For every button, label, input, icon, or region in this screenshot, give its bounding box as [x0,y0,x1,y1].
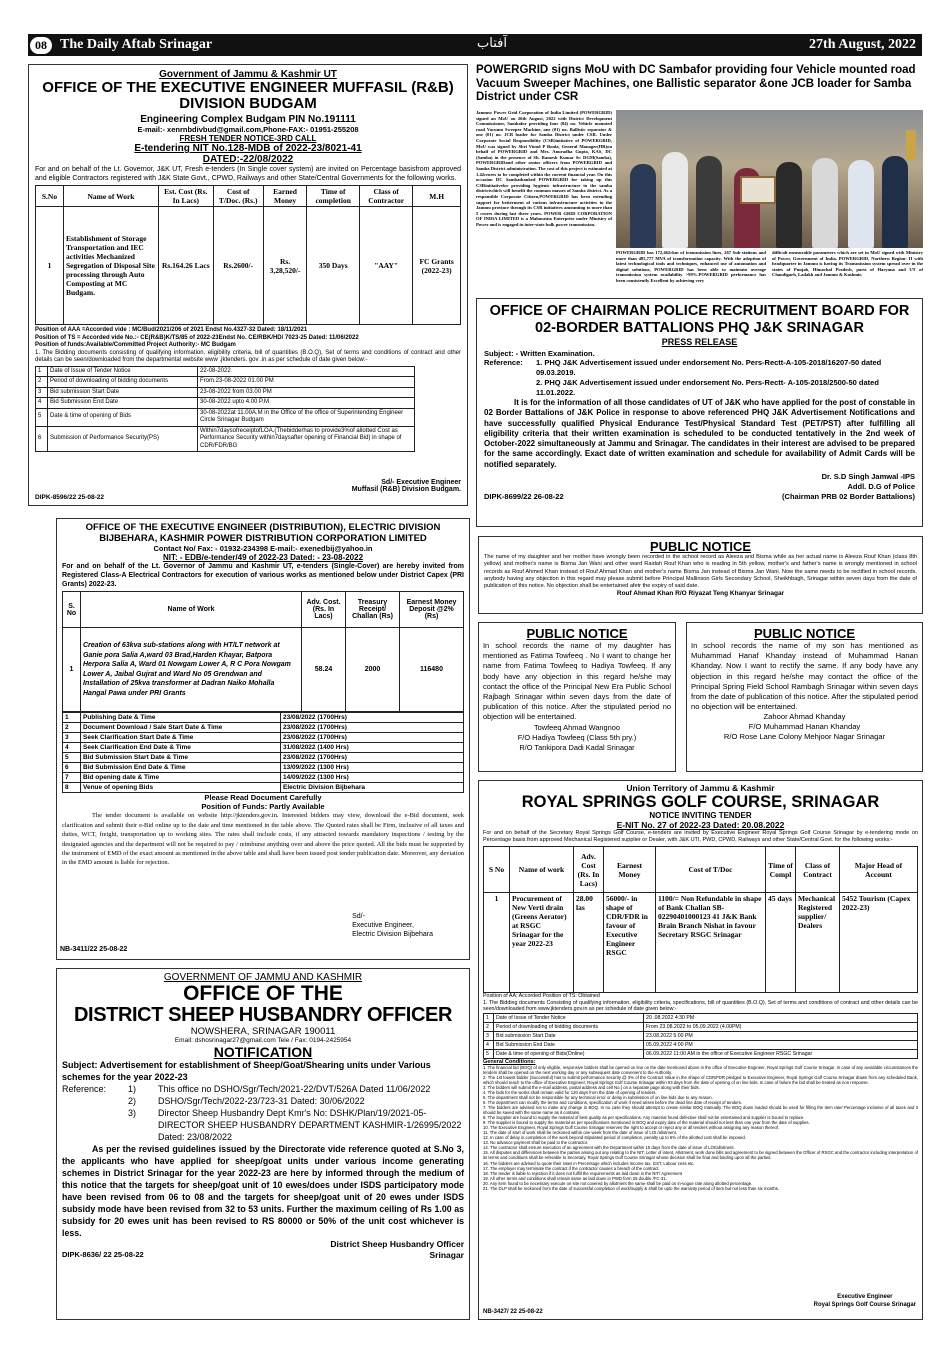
golf-condition-item: 18. The tender is liable to rejection if it does not fulfill the requirements as laid down in the NIT/ Agreement [483,1170,683,1176]
golf-condition-item: 2. The 1st lowest bidder (Successful) has to submit performance security @ 3% of the Contract Value in the shape of CDR/FDR pledged to Executive Engineer, Royal Springs Golf Course Srinagar drawn from any scheduled Bank, which should reach to the office of Executive Engineer, Royal Springs Golf Course Srinagar within 03 days from the date of opening of on line bids. In case of failure the bid shall be treated as non response. [483,1074,918,1085]
rnb-dipk: DIPK-8596/22 25-08-22 [35,494,105,501]
rnb-th: Class of Contractor [359,186,412,207]
golf-condition-item: 20. Any item found to be necessary execute on site not covered by allotment the same shall be paid on in-vogue rate along allotted percentage. [483,1180,753,1186]
golf-signature [814,1293,916,1309]
golf-condition-item: 6. The department can modify the terms and conditions, specification of work if need arises before the dead line date of receipt of tenders. [483,1099,743,1105]
rnb-sch: Date & time of opening of Bids [48,408,198,426]
rnb-pos-aaa: Position of AAA =Accorded vide : MC/Bud/2021/206 of 2021 Endst No.4327-32 Dated: 18/11/2021 [35,327,308,334]
pdd-sign2: Electric Division Bijbehara [352,931,433,938]
pdd-sch: 2 [63,723,81,733]
pdd-sch: Publishing Date & Time [81,713,281,723]
pdd-contact: Contact No/ Fax: - 01932-234398 E-mail:- exenedbij@yahoo.in [153,544,373,553]
pdd-sch: 5 [63,753,81,763]
sheep-ref3: Director Sheep Husbandry Dept Kmr's No: DSHK/Plan/19/2021-05- DIRECTOR SHEEP HUSBANDRY DEPARTMENT KASHMIR-1/26995/2022 Dated: 23/08/2022 [158,1108,462,1142]
golf-bidding: 1. The Bidding documents Consisting of qualifying information, eligibility criteria, specifications, bill of quantities (B.O.Q), Set of terms and conditions of contract and other details can be seen/downloaded from www.jktenders.gov.in as per schedule of date given below:- [483,999,918,1013]
sheep-notification: NOTIFICATION [213,1044,313,1060]
police-sign3: (Chairman PRB 02 Border Battalions) [782,492,915,502]
police-body: It is for the information of all those candidates of UT of J&K who have applied for the post of constable in 02 Border Battalions of J&K Police in response to above referenced PHQ J&K Advertisement Notifications and have successfully qualified Physical Endurance Test/Physical Standard Test (PET/PST) after fulfilling all eligibility criteria that their written examination is scheduled to be conducted tentatively in the 2nd week of October-2022 simultaneously at Jammu and Srinagar. The candidates in their interest are advised to be prepared for the same accordingly. Exact date of written examination and schedule for availability of Admit Cards will be notified separately. [484,398,915,469]
golf-nit: E-NIT No. 27 of 2022-23 Dated: 20.08.2022 [616,820,785,830]
rnb-dated: DATED:-22/08/2022 [202,154,294,165]
sheep-references [62,1083,464,1143]
rnb-govt: Government of Jammu & Kashmir UT [159,69,337,80]
sheep-email: Email: dshosrinagar27@gmail.com Tele / Fax: 0194-2425954 [174,1037,352,1044]
rnb-sch: From.23-08-2022 01.00 PM [198,377,415,388]
golf-condition-item: 7. The bidders are advised not to make any change in BOQ. In no case they should attempt to create similar BOQ manually. The BOQ down loaded should be used for filling the item rate/ Percentage inclusive of all taxes and it should be saved with the same name as it contains. [483,1104,918,1116]
pn-right-title: PUBLIC NOTICE [753,626,856,641]
rnb-cell: Establishment of Storage Transportation and IEC activities Mechanized Segregation of Disposal Site processing through Auto Composting at MC Budgam. [64,207,159,325]
pdd-cell: 1 [63,628,81,712]
person-figure [882,156,908,248]
rnb-cell: FC Grants (2022-23) [413,207,461,325]
police-ref-label: Reference: [484,358,523,367]
pn-top-title: PUBLIC NOTICE [649,539,752,554]
pdd-sch: Venue of opening Bids [81,783,281,793]
police-footer [484,492,915,501]
golf-condition-item: 1. The financial bid (BOQ) of only eligible, responsive bidders shall be opened on line on the date mentioned above in the office of Executive Engineer, Royal Springs Golf Course Srinagar. In case of any avoidable circumstances the tenders shall be opened on the next working day or any subsequent date convenient to the Authority. [483,1064,918,1075]
rnb-sch: 5 [36,408,48,426]
pdd-sch: 4 [63,743,81,753]
golf-cell: Procurement of New Verti drain (Greens Aerator) at RSGC Srinagar for the year 2022-23 [510,893,574,993]
public-notice-khanday [686,622,923,772]
golf-sch: 06.09.2022 11:00 AM in the office of Executive Engineer RSGC Srinagar [644,1049,918,1058]
golf-condition-item: 12. In case of delay in completion of the work beyond stipulated period of completion, penalty up to 5% of the allotted cost shall be imposed. [483,1135,746,1141]
person-figure [848,160,874,248]
golf-title: ROYAL SPRINGS GOLF COURSE, SRINAGAR [521,793,880,811]
rnb-th: M.H [413,186,461,207]
pdd-intro: For and on behalf of the Lt. Governor of Jammu and Kashmir UT, e-tenders (Single-Cover) are hereby invited from Registered Class-A Electrical Contractors for execution of various works as mentioned below under District Capex (PRI Grants) 2022-23. [62,563,464,589]
sheep-body: As per the revised guidelines issued by the Directorate vide reference quoted at S.No 3, the applicants who have applied for sheep/goat units under various income generating schemes in District Srinagar for the year 2022-23 are here by informed through the medium of this notice that the targets for sheep/goat unit of 10 ewes/does under ISDS participatory mode have been revised from 06 to 08 and the targets for sheep/goat unit of 20 ewes under ISDS subsidy mode have been revised from 32 to 53 units. Further the maximum ceiling of Rs 1.00 as subsidy for 20 ewes unit has been revised to RS 80000 or 50% of the unit cost whichever is less. [62,1144,464,1238]
golf-condition-item: 4. The bids for the works shall remain valid for 120 days from the date of opening of tenders. [483,1089,657,1095]
golf-cell: 1 [484,893,510,993]
rnb-bidding: 1. The Bidding documents consisting of qualifying information, eligibility criteria, bill of quantities (B.O.Q), Set of terms and conditions of contract and other details can be seen/downloaded from the departmental website www .jktenders. gov .in as per schedule of date given below:- [35,349,461,364]
pn-right-sign2: F/O Muhammad Hanan Khanday [748,722,861,732]
public-notice-towfeeq [478,622,676,772]
pn-left-sign2: F/O Hadiya Towfeeq (Class 5th pry.) [517,732,637,742]
golf-sch: Period of downloading of bidding documents [494,1022,644,1031]
sheep-ref-no: 3) [128,1108,137,1118]
powergrid-col2: POWERGRID has 172,462ckm of transmission lines, 267 Sub-stations and more than 485,777 MVA of transformation capacity. With the adoption of latest technological tools and techniques, enhanced use of automation and digital solutions, POWERGRID has been able to maintain average transmission system availability >99%.POWERGRID performance has been consistently Excellent by achieving very [616,250,766,283]
pdd-work-table [62,591,464,712]
police-release: PRESS RELEASE [661,337,738,347]
pdd-sch: Bid Submission End Date & Time [81,763,281,773]
pdd-sch: 3 [63,733,81,743]
sheep-sign1: District Sheep Husbandry Officer [330,1239,464,1249]
golf-ut: Union Territory of Jammu & Kashmir [626,783,775,793]
golf-conditions-list [483,1065,918,1191]
powergrid-headline: POWERGRID signs MoU with DC Sambafor providing four Vehicle mounted road Vacuum Sweeper Machines, one Ballistic separator &one JCB loader for Samba District under CSR [476,64,916,103]
golf-work-table [483,846,918,993]
golf-sch: Bid Submission End Date [494,1040,644,1049]
sheep-office1: OFFICE OF THE [183,982,343,1005]
sheep-ref-no: 2) [128,1096,137,1106]
rnb-pos-ts: Position of TS = Accorded vide No.:- CE(R&B)K/TS/85 of 2022-23Endst No. CE/RBK/HD/ 7023-25 Dated: 11/06/2022 [35,334,359,341]
rnb-th: Cost of T/Doc. (Rs.) [213,186,263,207]
police-press-release [476,298,923,527]
police-ref1: 1. PHQ J&K Advertisement issued under endorsement No. Pers-Rectt-A-105-2018/16207-50 dated 09.03.2019. [536,358,882,377]
rnb-th: Est. Cost (Rs. In Lacs) [159,186,214,207]
rnb-th: Earned Money [263,186,307,207]
pdd-adv-cell: 58.24 [302,628,346,712]
person-figure [812,158,838,248]
golf-condition-item: 5. The department shall not be responsible for any technical error or delay in submission of on line bids due to any reason. [483,1094,713,1100]
police-signature [484,472,915,492]
pdd-th: Earnest Money Deposit @2% (Rs) [400,592,464,628]
pn-right-sign3: R/O Rose Lane Colony Mehjoor Nagar Srinagar [723,732,886,742]
rnb-schedule-table [35,366,415,453]
golf-sch: 20 .08.2022 4:30 PM [644,1013,918,1022]
rnb-sch: Date of Issue of Tender Notice [48,366,198,377]
pn-left-sign3: R/O Tankipora Dadi Kadal Srinagar [519,742,635,752]
pdd-th: S. No [63,592,81,628]
golf-cell: 28.00 las [574,893,604,993]
powergrid-col3: difficult measurable parameters which are set in MoU signed with Ministry of Power, Government of India. POWERGRID, Northern Region- II with headquarter in Jammu is having its Transmission system spread over in the states of Punjab, Himachal Pradesh, parts of Haryana and UT of Chandigarh, Ladakh and Jammu & Kashmir. [772,250,923,278]
pdd-th: Treasury Receipt/ Challan (Rs) [346,592,400,628]
golf-th: Name of work [510,847,574,893]
sheep-husbandry-notification [56,968,470,1320]
golf-th: Time of Compl [766,847,796,893]
golf-cell: 56000/- in shape of CDR/FDR in favour of Executive Engineer RSGC [604,893,656,993]
pdd-sch: Electric Division Bijbehara [281,783,464,793]
sheep-office2: DISTRICT SHEEP HUSBANDRY OFFICER [74,1004,452,1026]
golf-condition-item: 9. The supplier is bound to supply the material as per specifications mentioned in BOQ and expiry date of the material should not less than one year from the date of supplies. [483,1120,810,1126]
sheep-footer [62,1250,464,1260]
pdd-work-cell: Creation of 63kva sub-stations along with HT/LT network at Ganie pora Salia A,ward 03 Brad,Harden Khayar, Batpora Herpora Salia A, Ward 01 Nowgam Lower A, R C Pora Nowgam Lower A, Jaibal Gujrat and Ward No 05 Grendwan and Installation of 25kva transformer at Dadran Naiko Mohalla Hangal Pawa under PRI Grants [81,628,302,712]
golf-sch: 1 [484,1013,494,1022]
rnb-sch: 23-08-2022 from 03.00 PM [198,387,415,398]
golf-sign2: Royal Springs Golf Course Srinagar [813,1302,916,1308]
powergrid-article [476,64,923,292]
police-sign2: Addl. D.G of Police [847,482,915,492]
rnb-cell: "AAY" [359,207,412,325]
person-figure [696,156,722,248]
sheep-ref1: This office no DSHO/Sgr/Tech/2021-22/DVT/526A Dated 11/06/2022 [158,1084,431,1094]
golf-sch: 3 [484,1031,494,1040]
golf-pos: Position of AA; Accorded Position of TS: Obtained [483,993,600,999]
person-figure [630,164,656,248]
golf-condition-item: 14. The contractor shall ensure execution of an agreement with the Department within 15 days from the date of issue of LOI/allotment. [483,1145,735,1151]
sheep-sign2: Srinagar [429,1250,464,1260]
golf-sch: 05.09.2022 4:00 PM [644,1040,918,1049]
paper-logo: آفتاب [477,36,507,51]
public-notice-khan [478,536,923,614]
golf-condition-item: 10. The Executive Engineer, Royal Springs Golf Course Srinagar reserves the right to accept or reject any or all tenders without assigning any reason thereof. [483,1125,780,1131]
golf-th: Class of Contract [796,847,840,893]
person-figure [662,152,688,248]
rnb-complex: Engineering Complex Budgam PIN No.191111 [140,114,356,125]
rnb-sch: 22-08-2022 [198,366,415,377]
rnb-sch: 30-08-2022 upto 4.00 P.M [198,398,415,409]
rnb-sch: 4 [36,398,48,409]
rnb-sch: 30-08-2022at 11.00A.M in the Office of the office of Superintending Engineer Circle Srinagar Budgam [198,408,415,426]
golf-notice: NOTICE INVITING TENDER [649,811,752,820]
pn-left-title: PUBLIC NOTICE [526,626,628,641]
pdd-challan-cell: 2000 [346,628,400,712]
golf-sch: 23.08.2022 5:00 PM [644,1031,918,1040]
police-sign1: Dr. S.D Singh Jamwal -IPS [821,472,915,482]
pn-left-sign1: Towfeeq Ahmad Wangnoo [533,722,620,732]
person-figure [776,162,802,248]
pdd-sch: 23/08/2022 (1700Hrs) [281,733,464,743]
sheep-govt: GOVERNMENT OF JAMMU AND KASHMIR [163,972,363,983]
pdd-sch: 23/08/2022 (1700Hrs) [281,753,464,763]
rnb-sch: Period of downloading of bidding documents [48,377,198,388]
pdd-sch: 31/08/2022 (1400 Hrs) [281,743,464,753]
photo-frame [740,176,776,204]
golf-condition-item: 21. The DLP shall be reckoned from the date of successful completion of work/supply & shall be upto the warranty period of item but not less than six months. [483,1185,780,1191]
golf-condition-item: 3. The bidders will submit the e-mail address, postal address and cell No.( on a separate page along with their bids. [483,1084,700,1090]
rnb-sch: Bid Submission End Date [48,398,198,409]
sheep-ref-label: Reference: [62,1084,107,1094]
pdd-sign1: Executive Engineer, [352,922,414,929]
pdd-sch: Document Download / Sale Start Date & Time [81,723,281,733]
golf-th: Cost of T/Doc [656,847,766,893]
golf-cell: 1100/= Non Refundable in shape of Bank Challan SB-02290401000123 41 J&K Bank Brain Branch Nishat in favour Secretary RSGC Srinagar [656,893,766,993]
sheep-signature [62,1239,464,1250]
pdd-sd: Sd/- [352,913,365,920]
pn-left-signature [483,723,671,753]
page-number: 08 [30,37,52,54]
rnb-cell: Rs. 3,28,520/- [263,207,307,325]
golf-condition-item: 11. The date of start of work shall be reckoned within one week from the date of issue of LOI /allotment. [483,1130,678,1136]
pn-top-sign: Rouf Ahmad Khan R/O Riyazat Teng Khanyar Srinagar [616,590,785,598]
pn-right-body: In school records the name of my son has mentioned as Muhammad Hanaf Khanday instead of Muhammad Hanan Khanday. Now I want to rectify the same. If any body have any objection in this regard he/she may contact the office of the Principal Spring Field School Rambagh Srinagar within seven days from the date of publication of this notice. After the stipulated period no objection will be entertained. [691,641,918,712]
police-references [484,358,915,398]
golf-condition-item: 19. All other terms and conditions shall remain same as laid down in PWD form 25 double /FC-31. [483,1175,667,1181]
golf-cell: 45 days [766,893,796,993]
golf-condition-item: 15. All disputes and differences between the parties arising out any relating to the NIT, Letter of intent, Allotment, work done bills and agreement to be signed between the Officer of RSGC and the contractor including interpretation of its terms and conditions shall be referable to Secretary, Royal Springs Golf Course Srinagar whose decision shall be final and binding upon all the parties. [483,1150,918,1161]
pdd-read: Please Read Document Carefully [204,793,322,803]
issue-date: 27th August, 2022 [809,37,916,52]
masthead [28,34,922,56]
pn-top-body: The name of my daughter and her mother have wrongly been recorded in the school record as Aleeza and Bisma while as her actual name is Aleeza Rouf Khan (class 8th yellow) and mother's name is Bisma Jan Wani and other ward Raidah Rouf Khan who is reading in 5th yellow, mother's and father's name is wrongly mentioned in school records as Rouf Ahmed Khan instead of Rouf Ahmad Khan and mother's name Bisma Jan instead of Bisma Jan Wani. Now the same needs to be rectified in school records. anybody having any objection in this regard may please submit before Principal Mallinson Girls Secondary School, Sheikhbagh, Srinagar within seven days from the date of publication of this notice. No objection shall be entertained afetr the expiry of said date. [484,554,917,590]
rnb-sch: 2 [36,377,48,388]
police-subject: Subject: - Written Examination. [484,349,595,358]
rnb-notice: FRESH TENDER NOTICE-3RD CALL [179,134,317,143]
golf-sign1: Executive Engineer [837,1294,893,1300]
rnb-sch: Within7daysofreceiptofLOA.(Thebidderhas to provide3%of allotted Cost as Performance Security within7daysafter opening of Financial Bid) in shape of CDR/FDR/BG [198,426,415,452]
rnb-cell: 350 Days [307,207,360,325]
powergrid-col1: Jammu: Power Grid Corporation of India Limited (POWERGRID) signed an MoU on 26th August, 2022 with District Development Commissioner, Sambafor providing four (04) no. Vehicle mounted road Vacuum Sweeper Machine, one (01) no. Ballistic separator & one (01) no. JCB loader for Samba District under CSR. Under Corporate Social Responsibility (CSR)initiative of POWERGRID, MoU was signed by Shri Vinod P Bonla, General Manager(HR)on behalf of POWERGRID and Mrs. Anuradha Gupta, KAS, DC (Samba) in the presence of Sh. Ramesh Kumar Sr. DGM(Samba), POWERGRIDand other senior officers from POWERGRID and Samba District administration. The cost of this project is estimated at 1.42crores to be completed within the current financial year. On this occasion DC Sambathanked POWERGRID for taking up this CSRinitiativefor providing hygienic infrastructure in the samba districtwhich will benefit the common masses of Samba district. As a responsible Corporate Citizen,POWERGRID has been extending support for betterment of various infrastructure activities in the Jammu province through its CSR initiatives amounting to more than 5 crores during last three years. POWER GRID CORPORATION OF INDIA LIMITED is a Maharatna Enterprise under Ministry of Power and is engaged in inter-state bulk power transmission. [476,110,612,227]
golf-cell: 5452 Tourism (Capex 2022-23) [840,893,918,993]
paper-name: The Daily Aftab Srinagar [60,37,213,52]
golf-th: Earnest Money [604,847,656,893]
pdd-sch: Bid Submission Start Date & Time [81,753,281,763]
pdd-sch: 23/08/2022 (1700Hrs) [281,713,464,723]
golf-general: General Conditions: [483,1058,536,1065]
golf-sch: 4 [484,1040,494,1049]
pdd-sch: Seek Clarification End Date & Time [81,743,281,753]
golf-sch: From 23.08.2022 to 05.09.2022 (4.00PM) [644,1022,918,1031]
golf-condition-item: 16. The bidders are advised to quote their rates in Percentage which includes Income tax, GST, Labour cess etc. [483,1160,695,1166]
pdd-sch: 13/09/2022 (1300 Hrs) [281,763,464,773]
rnb-sch: Submission of Performance Security(PS) [48,426,198,452]
rnb-pos-funds: Position of funds:Available/Committed Project Authority:- MC Budgam [35,342,236,349]
pdd-nit: NIT: - EDB/e-tender/49 of 2022-23 Dated: - 23-08-2022 [162,553,364,562]
pdd-nb: NB-3411/22 25-08-22 [60,946,128,953]
rnb-office: OFFICE OF THE EXECUTIVE ENGINEER MUFFASIL (R&B) DIVISION BUDGAM [42,79,454,112]
rnb-sch: 1 [36,366,48,377]
rnb-intro: For and on behalf of the Lt. Governor, J&K UT, Fresh e-tenders (In Single cover system) are invited on Percentage basisfrom approved and eligible Contractors registered with J&K State Govt., CPWD, Railways and other State/Central Governments for the following works. [35,166,461,183]
pdd-sch: 23/08/2022 (1700Hrs) [281,723,464,733]
golf-sch: Date of Issue of Tender Notice [494,1013,644,1022]
rnb-cell: Rs.2600/- [213,207,263,325]
golf-sch: 2 [484,1022,494,1031]
police-ref2: 2. PHQ J&K Advertisement issued under endorsement No. Pers-Rectt- A-105-2018/2500-50 dated 11.01.2022. [536,378,879,397]
rnb-cell: 1 [36,207,64,325]
sheep-dipk: DIPK-8636/ 22 25-08-22 [62,1250,144,1259]
rnb-cell: Rs.164.26 Lacs [159,207,214,325]
rnb-sch: Bid submission Start Date [48,387,198,398]
pdd-sch: 8 [63,783,81,793]
pdd-bijbehara-tender [56,518,470,960]
pdd-sch: Seek Clarification Start Date & Time [81,733,281,743]
golf-intro: For and on behalf of the Secretary Royal Springs Golf Course, e-tenders are invited by Executive Engineer Royal Springs Golf Course Srinagar by e-tendering mode on Percentage basis from approved Mechanical Registered supplier or Dealer, with J&K UTI, PWD, CPWD, Railways and other State/Central Govt. for the following works:- [483,830,918,843]
pdd-sch: 1 [63,713,81,723]
golf-condition-item: 13. No advance payment shall be paid to the contractor. [483,1140,589,1146]
golf-course-tender [478,780,923,1320]
trophy-shape [906,130,916,160]
pdd-sch: 14/09/2022 (1300 Hrs) [281,773,464,783]
pdd-signature [352,912,433,939]
rnb-work-table [35,185,461,325]
golf-cell: Mechanical Registered supplier/ Dealers [796,893,840,993]
police-office: OFFICE OF CHAIRMAN POLICE RECRUITMENT BOARD FOR 02-BORDER BATTALIONS PHQ J&K SRINAGAR [489,303,910,336]
golf-schedule-table [483,1013,918,1059]
pdd-emd-cell: 116480 [400,628,464,712]
pdd-th: Adv. Cost. (Rs. In Lacs) [302,592,346,628]
golf-th: S No [484,847,510,893]
golf-condition-item: 17. The employer may terminate the contract if the contractor causes a breach of the contract. [483,1165,660,1171]
golf-sch: Date & time of opening of Bids(Online) [494,1049,644,1058]
rnb-sign: Muffasil (R&B) Division Budgam. [351,486,461,493]
golf-sch: Bid submission Start Date [494,1031,644,1040]
golf-th: Major Head of Account [840,847,918,893]
sheep-subject: Subject: Advertisement for establishment of Sheep/Goat/Shearing units under Various schemes for the year 2022-23 [62,1060,431,1082]
pdd-sch: 6 [63,763,81,773]
rnb-th: Name of Work [64,186,159,207]
sheep-address: NOWSHERA, SRINAGAR 190011 [190,1026,336,1037]
police-dipk: DIPK-8699/22 26-08-22 [484,492,564,502]
pn-right-sign1: Zahoor Ahmad Khanday [763,712,846,722]
pn-right-signature [691,712,918,742]
rnb-sd: Sd/- Executive Engineer [381,479,461,486]
powergrid-photo [616,110,923,248]
pdd-office: OFFICE OF THE EXECUTIVE ENGINEER (DISTRIBUTION), ELECTRIC DIVISION BIJBEHARA, KASHMIR POWER DISTRIBUTION CORPORATION LIMITED [85,522,441,544]
golf-th: Adv. Cost (Rs. In Lacs) [574,847,604,893]
rnb-signature [352,479,461,493]
rnb-th: S.No [36,186,64,207]
pdd-sch: Bid opening date & Time [81,773,281,783]
sheep-ref2: DSHO/Sgr/Tech/2022-23/723-31 Dated: 30/06/2022 [158,1096,365,1106]
rnb-email: E-mail:- xenrnbdivbud@gmail.com,Phone-FAX:- 01951-255208 [137,125,359,134]
rnb-nit: E-tendering NIT No.128-MDB of 2022-23/8021-41 [134,143,362,154]
rnb-sch: 6 [36,426,48,452]
pn-left-body: In school records the name of my daughter has mentioned as Fatima Towfeeq . No I want to change her name from Fatima Towfeeq to Hadiya Towfeeq. If any body have any objection in this regard he/she may contact the office of the Principal New Era Public School Rajbagh Srinagar within seven days from the date of publication of this notice. After the stipulated period no objection will be entertained. [483,641,671,722]
pdd-schedule-table [62,712,464,793]
golf-condition-item: 8. The Supplier are bound to supply the material of best quality as per specifications. Any material found defective shall not be entertained and supplier is bound to replace. [483,1115,805,1121]
golf-sch: 5 [484,1049,494,1058]
pdd-sch: 7 [63,773,81,783]
rnb-sch: 3 [36,387,48,398]
pdd-body: The tender document is available on website http://jktenders.gov.in. Interested bidders may view, download the e-Bid document, seek clarification and submit their e-Bid online up to the date and time mentioned in the table above. The Quoted rates shall be Firm, inclusive of all taxes and duties, WCT, freight, transportation up to working sites. The rates shall include costs, if any attracted towards mandatory inspections / testing by the designated agencies and the department will not be required to pay / reimburse anything over and above the price quoted. All the bids must be supported by the instrument of EMD of the exact amount as mentioned in the above table and shall have been issued post tender publication date. Moreover, any deviation in the EMD amount is liable for rejection. [62,812,464,867]
rnb-th: Time of completion [307,186,360,207]
sheep-ref-no: 1) [128,1084,137,1094]
rnb-budgam-tender [28,64,468,506]
pdd-th: Name of Work [81,592,302,628]
golf-nb: NB-3427/ 22 25-08-22 [483,1309,543,1315]
pdd-funds: Position of Funds: Partly Available [201,802,325,812]
